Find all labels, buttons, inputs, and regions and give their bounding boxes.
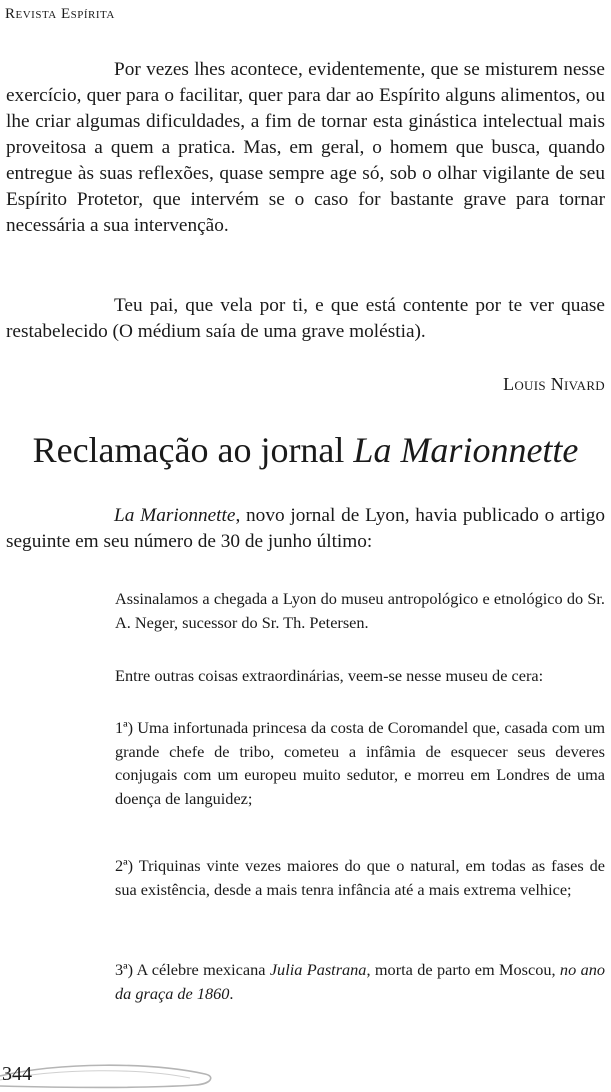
quote-text bbox=[115, 958, 605, 1005]
intro-rest: , novo jornal de Lyon, havia publicado o artigo seguinte em seu número de 30 de junho último: bbox=[6, 505, 605, 552]
quote-paragraph-2 bbox=[115, 664, 605, 688]
quote-text: 1ª) Uma infortunada princesa da costa de Coromandel que, casada com um grande chefe de tribo, cometeu a infâmia de esquecer seus deveres conjugais com um europeu muito sedutor, e morreu em Londres de uma doença de languidez; bbox=[115, 718, 605, 808]
quote-paragraph-4 bbox=[115, 854, 605, 901]
article-intro bbox=[6, 503, 605, 555]
intro-journal-name: La Marionnette bbox=[114, 505, 236, 526]
signature: Louis Nivard bbox=[503, 374, 605, 394]
quote5-suffix: . bbox=[229, 983, 234, 1003]
quote5-mid: , morta de parto em Moscou, bbox=[366, 960, 560, 979]
title-prefix: Reclamação ao jornal bbox=[32, 430, 354, 470]
quote-paragraph-3 bbox=[115, 716, 605, 810]
quote5-italic-end: no ano da graça de 1860 bbox=[115, 960, 605, 1003]
quote-text: Entre outras coisas extraordinárias, veem-se nesse museu de cera: bbox=[115, 666, 544, 685]
running-head: Revista Espírita bbox=[5, 6, 115, 22]
quote-text: 2ª) Triquinas vinte vezes maiores do que o natural, em todas as fases de sua existência, desde a mais tenra infância até a mais extrema velhice; bbox=[115, 856, 605, 899]
title-journal-name: La Marionnette bbox=[353, 430, 579, 470]
quote5-name: Julia Pastrana bbox=[269, 960, 367, 979]
page-ornament-icon bbox=[0, 1060, 240, 1092]
letter-paragraph-2 bbox=[6, 293, 605, 345]
paragraph-text: Por vezes lhes acontece, evidentemente, que se misturem nesse exercício, quer para o facilitar, quer para dar ao Espírito alguns alimentos, ou lhe criar algumas dificuldades, a fim de tornar esta ginástica intelectual mais proveitosa a quem a pratica. Mas, em geral, o homem que busca, quando entregue às suas reflexões, quase sempre age só, sob o olhar vigilante de seu Espírito Protetor, que intervém se o caso for bastante grave para tornar necessária a sua intervenção. bbox=[6, 59, 605, 236]
paragraph-text: Teu pai, que vela por ti, e que está contente por te ver quase restabelecido (O médium saía de uma grave moléstia). bbox=[6, 295, 605, 342]
article-title bbox=[0, 428, 611, 472]
quote-paragraph-5 bbox=[115, 958, 605, 1005]
page-number: 344 bbox=[2, 1063, 32, 1085]
letter-paragraph-1 bbox=[6, 57, 605, 239]
quote-paragraph-1 bbox=[115, 587, 605, 634]
intro-text bbox=[6, 503, 605, 555]
quote5-prefix: 3ª) A célebre mexicana bbox=[115, 960, 270, 979]
quote-text: Assinalamos a chegada a Lyon do museu antropológico e etnológico do Sr. A. Neger, sucessor do Sr. Th. Petersen. bbox=[115, 589, 605, 632]
